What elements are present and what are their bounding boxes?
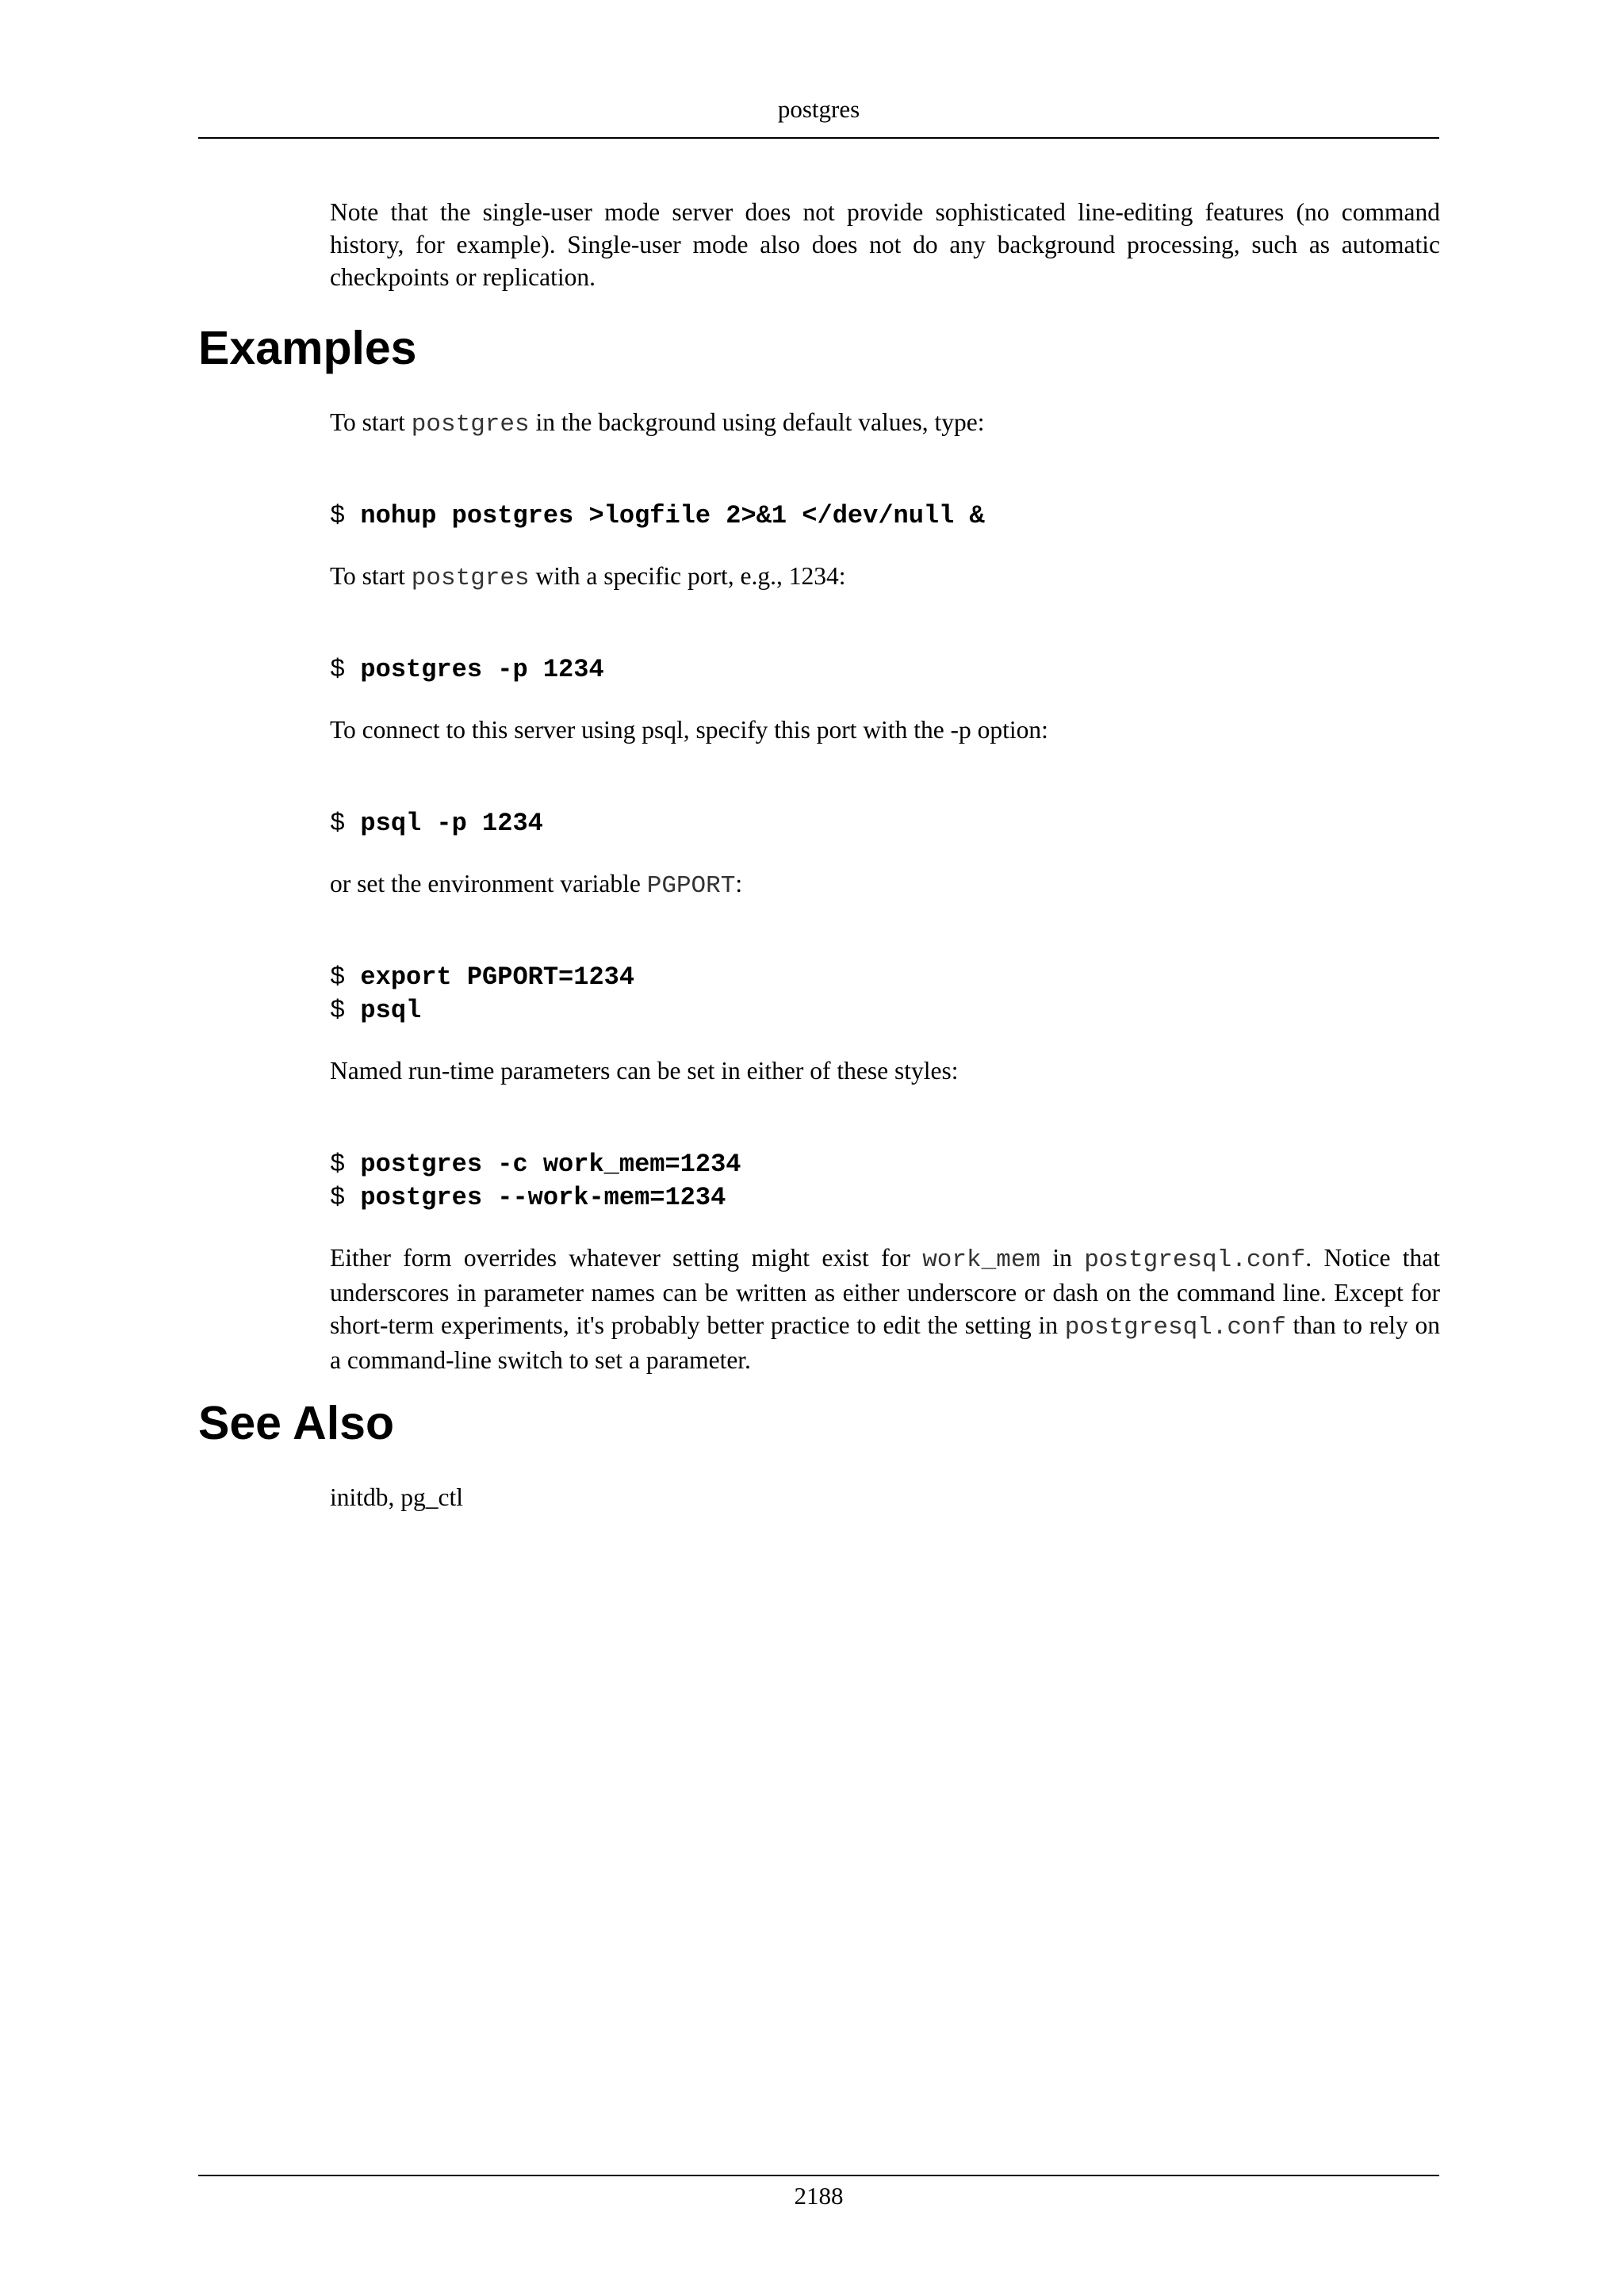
examples-paragraph-5: Named run-time parameters can be set in either of these styles: <box>330 1057 959 1085</box>
footer-rule <box>198 2175 1439 2176</box>
code-block-3: $ psql -p 1234 <box>330 809 543 838</box>
intro-paragraph: Note that the single-user mode server does not provide sophisticated line-editing features (no command history, for example). Single-user mode also does not do any background processing, such as automatic checkpoints or replication. <box>330 198 1440 291</box>
inline-code: postgresql.conf <box>1084 1246 1306 1274</box>
examples-paragraph-6: Either form overrides whatever setting might exist for work_mem in postgresql.conf. Notice that underscores in parameter names can be written as either underscore or dash on the command line. Except for short-term experiments, it's probably better practice to edit the setting in postgresql.conf than to rely on a command-line switch to set a parameter. <box>330 1244 1440 1374</box>
inline-code: postgres <box>411 564 530 592</box>
see-also-links: initdb, pg_ctl <box>330 1483 463 1511</box>
examples-paragraph-2: To start postgres with a specific port, e.g., 1234: <box>330 562 846 592</box>
inline-code: postgres <box>411 411 530 438</box>
page-number: 2188 <box>794 2182 844 2210</box>
code-block-4 <box>330 961 1440 1027</box>
code-line: $ postgres --work-mem=1234 <box>330 1183 726 1212</box>
code-line: $ postgres -c work_mem=1234 <box>330 1150 741 1179</box>
examples-heading: Examples <box>198 322 417 374</box>
examples-paragraph-4: or set the environment variable PGPORT: <box>330 870 743 900</box>
code-block-5 <box>330 1148 1440 1215</box>
code-line: $ psql <box>330 996 422 1025</box>
running-header: postgres <box>777 95 860 123</box>
inline-code: work_mem <box>922 1246 1041 1274</box>
code-line: $ export PGPORT=1234 <box>330 962 635 992</box>
code-block-1: $ nohup postgres >logfile 2>&1 </dev/null & <box>330 501 985 530</box>
examples-paragraph-3: To connect to this server using psql, specify this port with the -p option: <box>330 716 1048 744</box>
inline-code: postgresql.conf <box>1064 1314 1286 1341</box>
header-rule <box>198 137 1439 139</box>
see-also-heading: See Also <box>198 1397 395 1449</box>
inline-code: PGPORT <box>646 872 736 900</box>
code-block-2: $ postgres -p 1234 <box>330 655 604 684</box>
examples-paragraph-1: To start postgres in the background using default values, type: <box>330 408 985 438</box>
